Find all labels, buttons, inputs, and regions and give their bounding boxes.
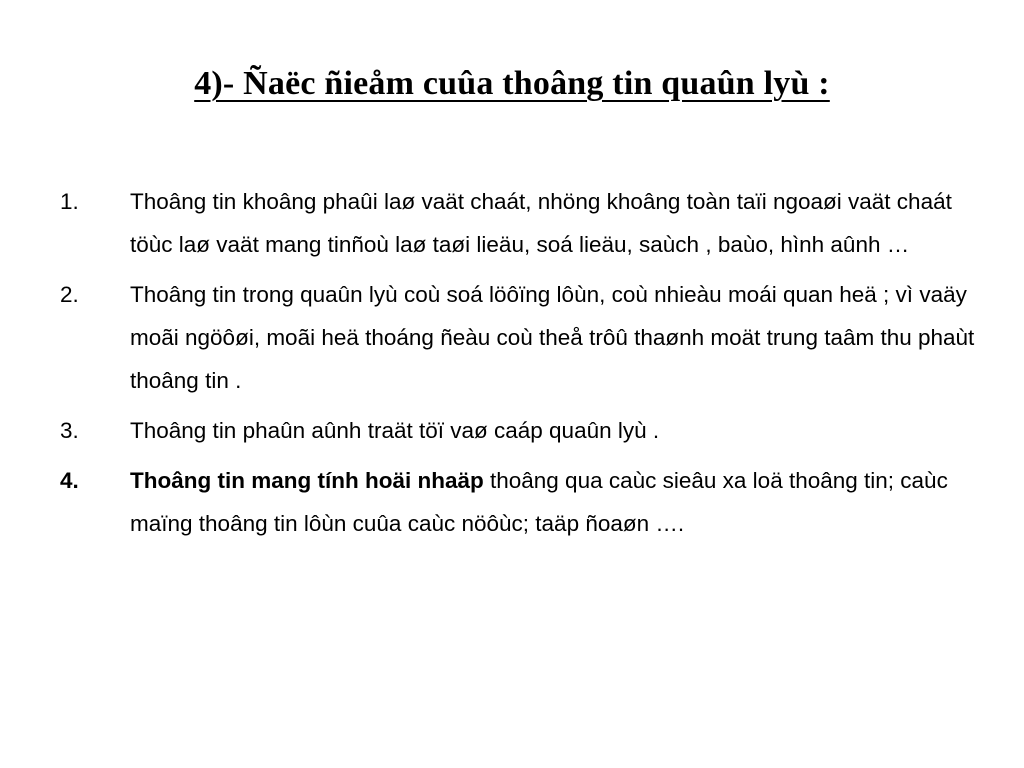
slide-title-text: 4)- Ñaëc ñieåm cuûa thoâng tin quaûn lyù : <box>194 65 830 102</box>
list-item <box>60 273 980 402</box>
list-item <box>60 459 980 545</box>
list-item <box>60 409 980 452</box>
list-item-number: 2. <box>60 282 79 307</box>
list-item <box>60 180 980 266</box>
list-item-number: 1. <box>60 189 79 214</box>
list-item-text: thoâng qua caùc sieâu xa loä thoâng tin; caùc maïng thoâng tin lôùn cuûa caùc nöôùc; taäp ñoaøn …. <box>130 468 948 536</box>
numbered-list <box>60 180 980 552</box>
list-item-number: 3. <box>60 418 79 443</box>
list-item-text: Thoâng tin khoâng phaûi laø vaät chaát, nhöng khoâng toàn taïi ngoaøi vaät chaát töùc laø vaät mang tinñoù laø taøi lieäu, soá lieäu, saùch , baùo, hình aûnh … <box>130 189 952 257</box>
list-item-text: Thoâng tin trong quaûn lyù coù soá löôïng lôùn, coù nhieàu moái quan heä ; vì vaäy moãi ngöôøi, moãi heä thoáng ñeàu coù theå trôû thaønh moät trung taâm thu phaùt thoâng tin . <box>130 282 975 393</box>
list-item-text: Thoâng tin phaûn aûnh traät töï vaø caáp quaûn lyù . <box>130 418 660 443</box>
list-item-number: 4. <box>60 468 79 493</box>
slide-title <box>0 62 1024 106</box>
list-item-lead: Thoâng tin mang tính hoäi nhaäp <box>130 468 484 493</box>
